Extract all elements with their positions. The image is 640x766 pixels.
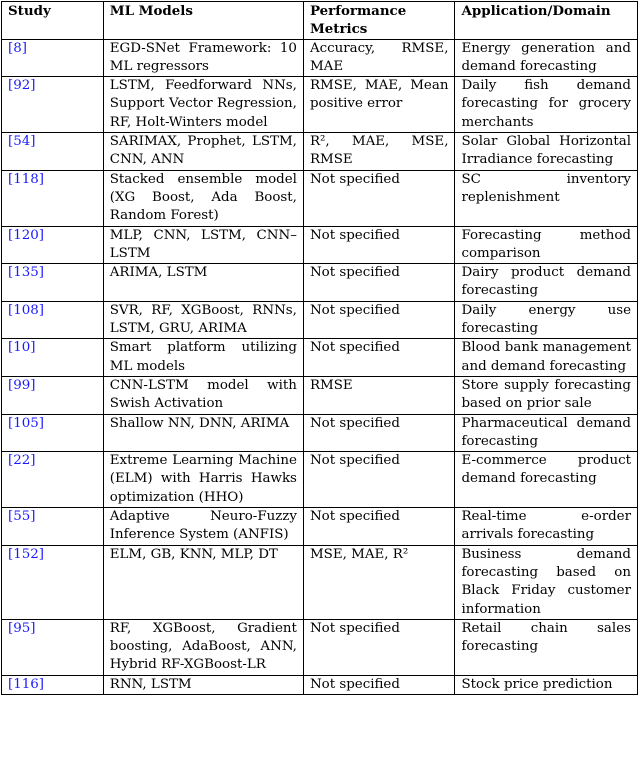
study-ref-link[interactable]: [120] — [8, 227, 45, 243]
study-ref-link[interactable]: [105] — [8, 415, 45, 431]
metrics-cell: Not specified — [303, 264, 455, 302]
table-row — [2, 339, 638, 377]
table-row — [2, 452, 638, 508]
metrics-cell: Not specified — [303, 675, 455, 694]
study-cell — [2, 545, 104, 619]
domain-cell: Stock price prediction — [455, 675, 638, 694]
study-cell — [2, 170, 104, 226]
ml-models-cell: RNN, LSTM — [103, 675, 303, 694]
table-row — [2, 508, 638, 546]
table-row — [2, 77, 638, 133]
study-cell — [2, 339, 104, 377]
domain-cell: Energy generation and demand forecasting — [455, 39, 638, 77]
table-row — [2, 675, 638, 694]
table-row — [2, 39, 638, 77]
study-cell — [2, 301, 104, 339]
table-row — [2, 264, 638, 302]
study-ref-link[interactable]: [152] — [8, 546, 45, 562]
header-study: Study — [2, 2, 104, 40]
ml-models-cell: CNN-LSTM model with Swish Activation — [103, 376, 303, 414]
ml-models-cell: LSTM, Feedforward NNs, Support Vector Regression, RF, Holt-Winters model — [103, 77, 303, 133]
study-cell — [2, 39, 104, 77]
study-ref-link[interactable]: [108] — [8, 302, 45, 318]
study-cell — [2, 133, 104, 171]
study-ref-link[interactable]: [135] — [8, 265, 45, 281]
ml-models-cell: SARIMAX, Prophet, LSTM, CNN, ANN — [103, 133, 303, 171]
ml-models-cell: Adaptive Neuro-Fuzzy Inference System (ANFIS) — [103, 508, 303, 546]
ml-models-cell: SVR, RF, XGBoost, RNNs, LSTM, GRU, ARIMA — [103, 301, 303, 339]
metrics-cell: Not specified — [303, 301, 455, 339]
study-ref-link[interactable]: [99] — [8, 377, 36, 393]
header-application-domain: Application/Domain — [455, 2, 638, 40]
metrics-cell: Not specified — [303, 452, 455, 508]
metrics-cell: Not specified — [303, 170, 455, 226]
metrics-cell: MSE, MAE, R² — [303, 545, 455, 619]
table-row — [2, 545, 638, 619]
ml-models-cell: Shallow NN, DNN, ARIMA — [103, 414, 303, 452]
table-row — [2, 619, 638, 675]
metrics-cell: Not specified — [303, 508, 455, 546]
table-body — [2, 39, 638, 694]
study-ref-link[interactable]: [22] — [8, 453, 36, 469]
domain-cell: Solar Global Horizontal Irradiance forecasting — [455, 133, 638, 171]
domain-cell: Daily energy use forecasting — [455, 301, 638, 339]
table-row — [2, 170, 638, 226]
study-ref-link[interactable]: [55] — [8, 509, 36, 525]
header-row — [2, 2, 638, 40]
study-cell — [2, 376, 104, 414]
study-cell — [2, 264, 104, 302]
header-ml-models: ML Models — [103, 2, 303, 40]
table-row — [2, 133, 638, 171]
metrics-cell: Accuracy, RMSE, MAE — [303, 39, 455, 77]
ml-models-cell: ARIMA, LSTM — [103, 264, 303, 302]
table-row — [2, 301, 638, 339]
study-ref-link[interactable]: [8] — [8, 40, 27, 56]
study-ref-link[interactable]: [95] — [8, 620, 36, 636]
domain-cell: Dairy product demand forecasting — [455, 264, 638, 302]
metrics-cell: R², MAE, MSE, RMSE — [303, 133, 455, 171]
ml-models-cell: Extreme Learning Machine (ELM) with Harris Hawks optimization (HHO) — [103, 452, 303, 508]
study-ref-link[interactable]: [118] — [8, 171, 45, 187]
metrics-cell: Not specified — [303, 414, 455, 452]
study-ref-link[interactable]: [116] — [8, 676, 45, 692]
study-cell — [2, 619, 104, 675]
ml-models-cell: EGD-SNet Framework: 10 ML regressors — [103, 39, 303, 77]
study-cell — [2, 414, 104, 452]
domain-cell: SC inventory replenishment — [455, 170, 638, 226]
study-cell — [2, 77, 104, 133]
ml-models-cell: ELM, GB, KNN, MLP, DT — [103, 545, 303, 619]
ml-models-cell: Stacked ensemble model (XG Boost, Ada Boost, Random Forest) — [103, 170, 303, 226]
study-cell — [2, 226, 104, 264]
domain-cell: Forecasting method comparison — [455, 226, 638, 264]
ml-models-cell: Smart platform utilizing ML models — [103, 339, 303, 377]
header-performance-metrics: Performance Metrics — [303, 2, 455, 40]
study-cell — [2, 675, 104, 694]
metrics-cell: Not specified — [303, 619, 455, 675]
domain-cell: Real-time e-order arrivals forecasting — [455, 508, 638, 546]
comparison-table — [1, 1, 638, 695]
domain-cell: Blood bank management and demand forecasting — [455, 339, 638, 377]
domain-cell: E-commerce product demand forecasting — [455, 452, 638, 508]
metrics-cell: RMSE, MAE, Mean positive error — [303, 77, 455, 133]
domain-cell: Pharmaceutical demand forecasting — [455, 414, 638, 452]
study-ref-link[interactable]: [92] — [8, 78, 36, 94]
table-row — [2, 226, 638, 264]
ml-models-cell: RF, XGBoost, Gradient boosting, AdaBoost, ANN, Hybrid RF-XGBoost-LR — [103, 619, 303, 675]
study-ref-link[interactable]: [54] — [8, 134, 36, 150]
metrics-cell: Not specified — [303, 339, 455, 377]
study-ref-link[interactable]: [10] — [8, 340, 36, 356]
metrics-cell: RMSE — [303, 376, 455, 414]
domain-cell: Business demand forecasting based on Black Friday customer information — [455, 545, 638, 619]
domain-cell: Retail chain sales forecasting — [455, 619, 638, 675]
domain-cell: Store supply forecasting based on prior sale — [455, 376, 638, 414]
table-row — [2, 376, 638, 414]
study-cell — [2, 452, 104, 508]
domain-cell: Daily fish demand forecasting for grocery merchants — [455, 77, 638, 133]
ml-models-cell: MLP, CNN, LSTM, CNN–LSTM — [103, 226, 303, 264]
table-row — [2, 414, 638, 452]
study-cell — [2, 508, 104, 546]
metrics-cell: Not specified — [303, 226, 455, 264]
